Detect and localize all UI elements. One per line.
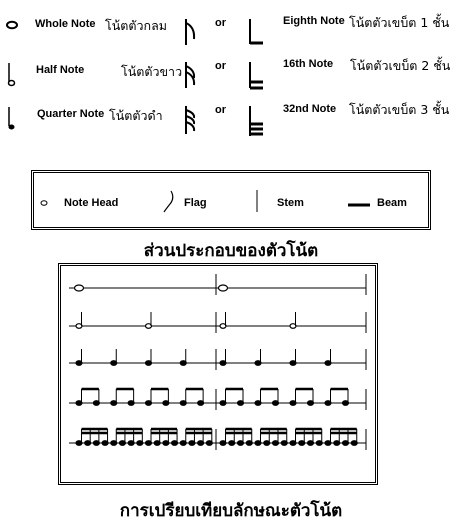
whole-note-thai: โน้ตตัวกลม	[105, 18, 167, 33]
comparison-heading: การเปรียบเทียบลักษณะตัวโน้ต	[119, 501, 343, 521]
eighth-note-thai: โน้ตตัวเขบ็ต 1 ชั้น	[349, 15, 450, 30]
whole-note-label: Whole Note	[35, 18, 96, 30]
sixteenth-note-label: 16th Note	[283, 58, 334, 70]
or-label-1: or	[215, 17, 226, 29]
legend-flag: Flag	[184, 197, 207, 209]
thirtysecond-beam-symbol	[247, 104, 267, 138]
sixteenth-note-thai: โน้ตตัวเขบ็ต 2 ชั้น	[350, 58, 451, 73]
stem-icon	[256, 190, 260, 212]
eighth-note-label: Eighth Note	[283, 15, 345, 27]
whole-note-icon	[6, 20, 20, 30]
note-comparison-frame	[58, 263, 378, 485]
quarter-note-icon	[6, 106, 20, 134]
quarter-note-label: Quarter Note	[37, 108, 105, 120]
half-note-label: Half Note	[36, 64, 85, 76]
thirtysecond-note-label: 32nd Note	[283, 103, 337, 115]
sixteenth-flag-symbol	[183, 60, 199, 90]
note-parts-legend	[31, 170, 431, 230]
or-label-3: or	[215, 104, 226, 116]
note-head-icon	[40, 199, 50, 207]
whole-note-head	[75, 285, 84, 291]
parts-heading: ส่วนประกอบของตัวโน้ต	[143, 241, 319, 261]
beam-icon	[348, 203, 370, 207]
half-note-thai: โน้ตตัวขาว	[121, 64, 183, 79]
thirtysecond-flag-symbol	[183, 104, 199, 136]
flag-icon	[162, 190, 176, 214]
whole-note-head	[219, 285, 228, 291]
note-comparison-diagram	[61, 266, 375, 482]
eighth-beam-symbol	[247, 17, 267, 47]
half-note-icon	[6, 62, 20, 90]
sixteenth-beam-symbol	[247, 60, 267, 92]
thirtysecond-note-thai: โน้ตตัวเขบ็ต 3 ชั้น	[349, 102, 450, 117]
eighth-flag-symbol	[183, 17, 199, 47]
quarter-note-thai: โน้ตตัวดำ	[109, 108, 163, 123]
legend-stem: Stem	[277, 197, 304, 209]
legend-note-head: Note Head	[64, 197, 119, 209]
or-label-2: or	[215, 60, 226, 72]
legend-beam: Beam	[377, 197, 407, 209]
